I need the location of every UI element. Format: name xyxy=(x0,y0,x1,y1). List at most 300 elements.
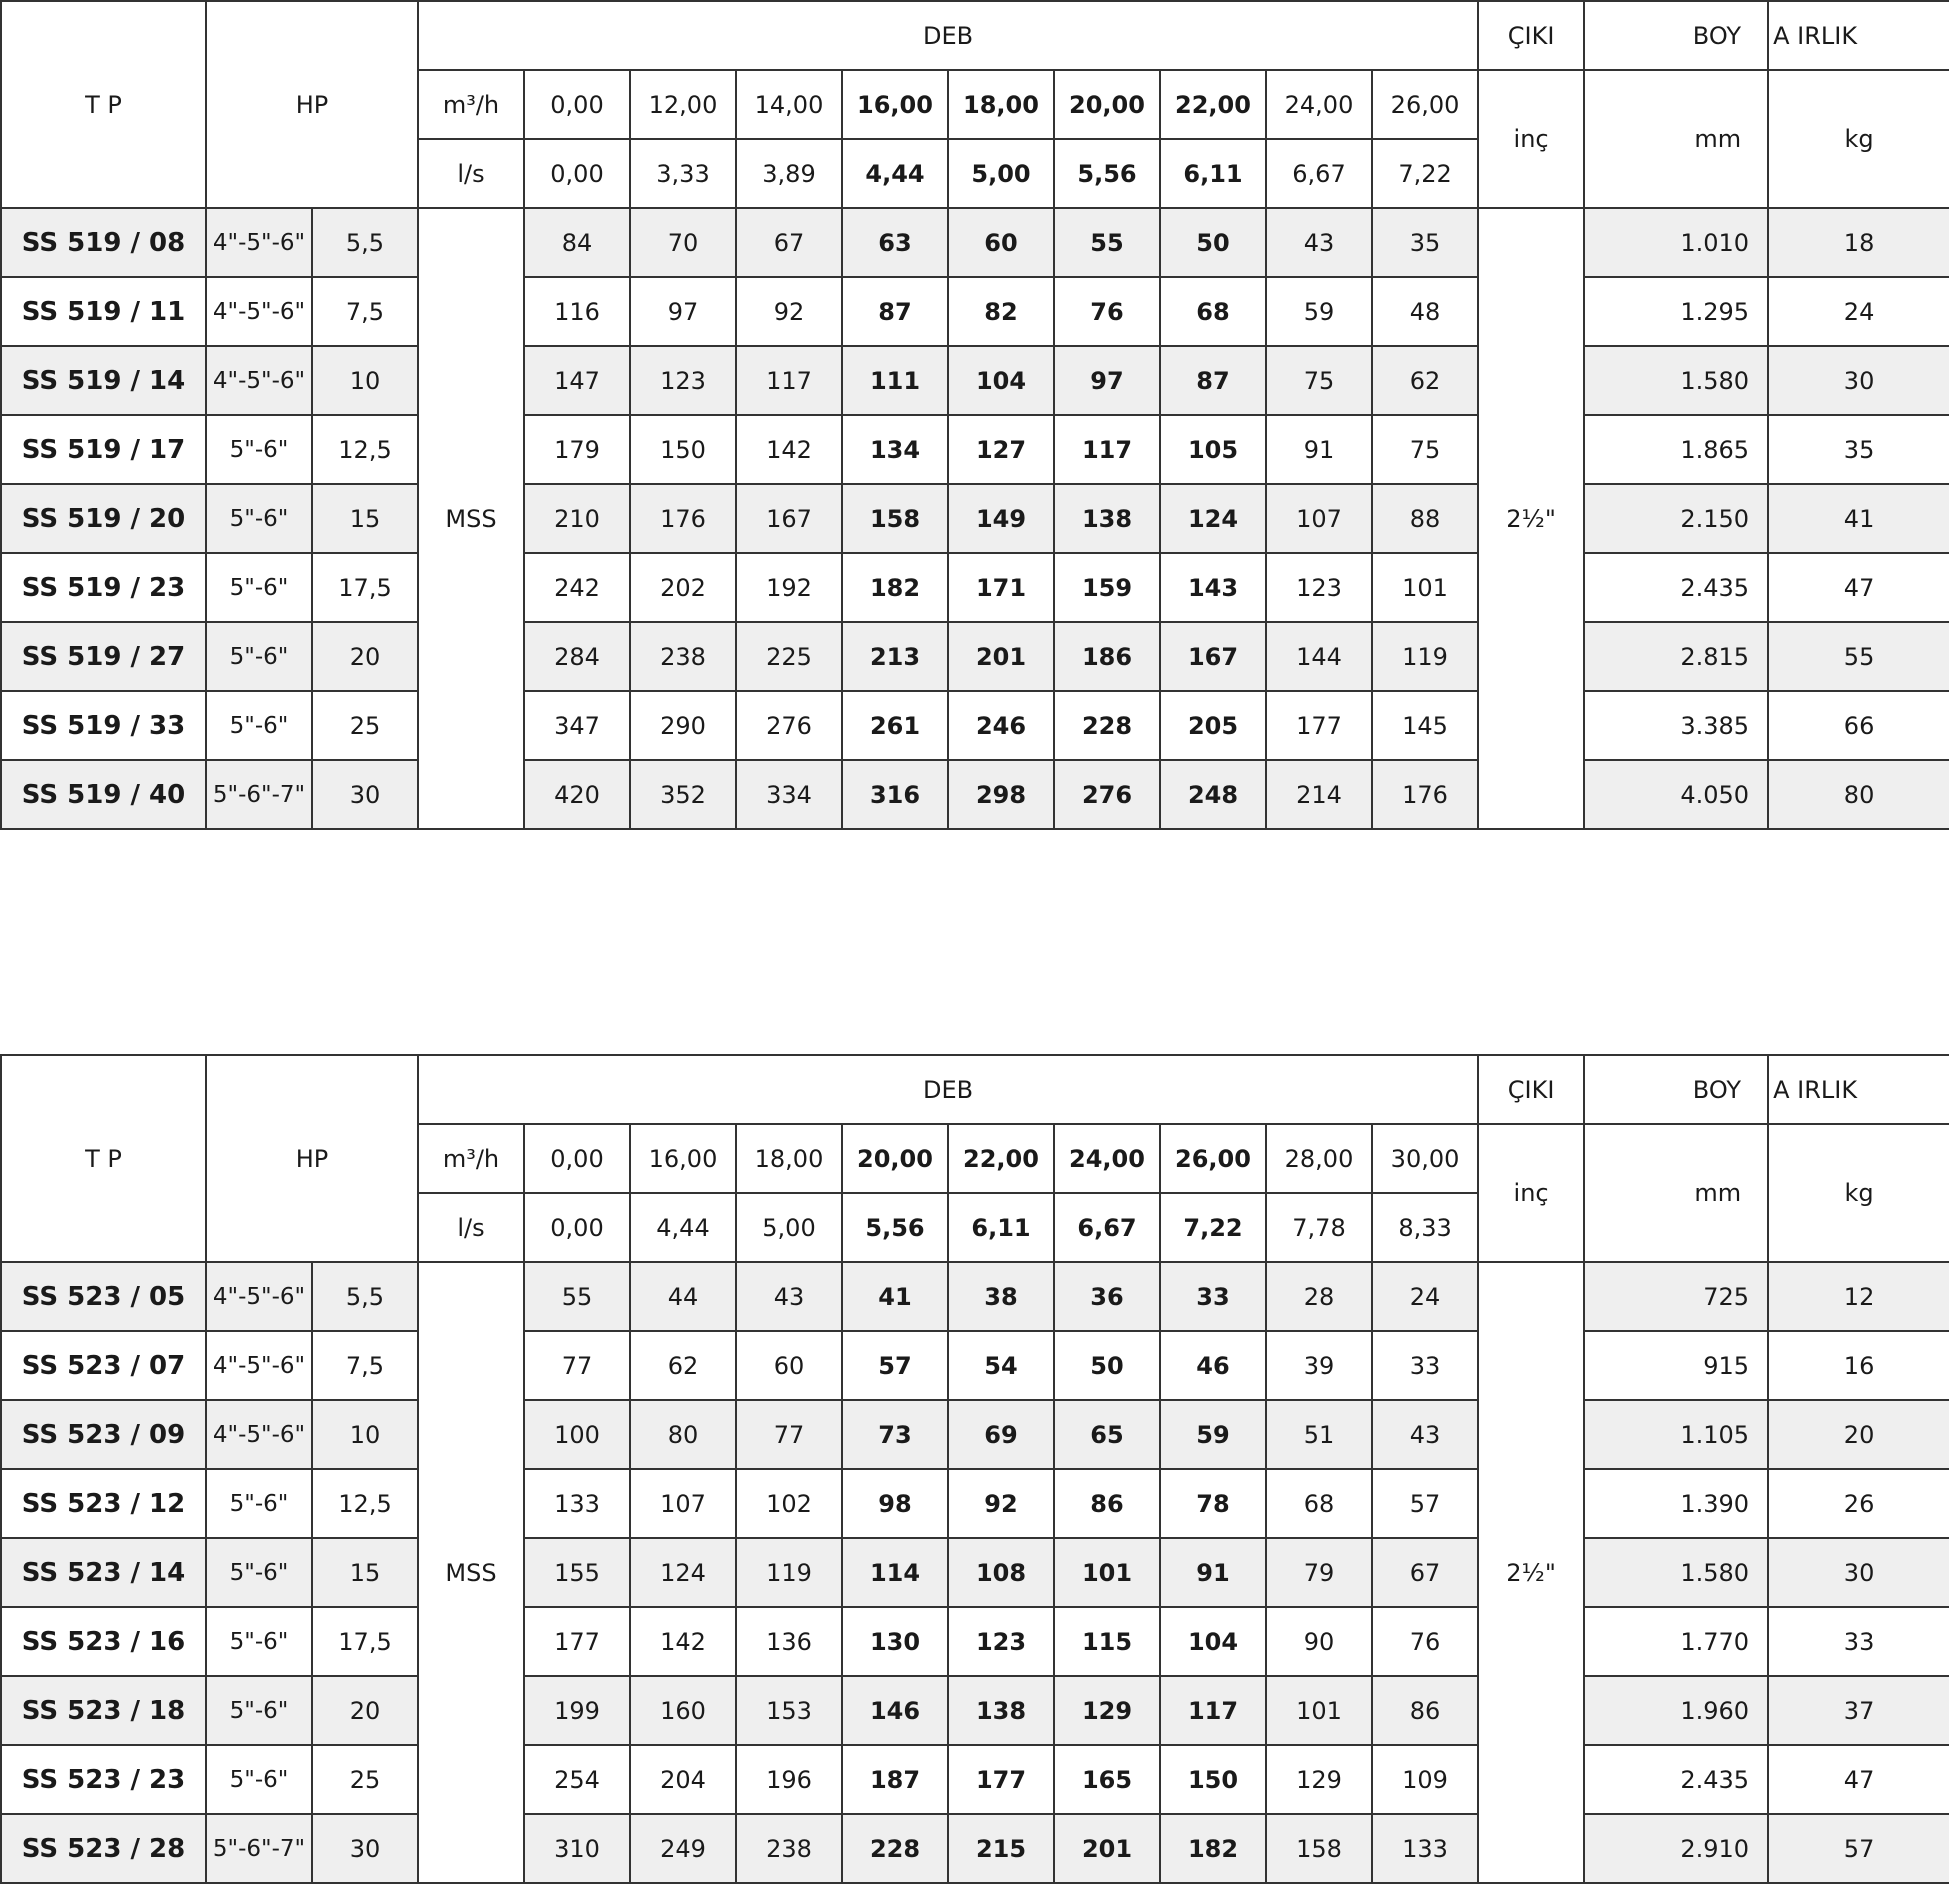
head-value: 284 xyxy=(524,622,630,691)
head-value: 76 xyxy=(1054,277,1160,346)
flow-ls-value: 0,00 xyxy=(524,139,630,208)
head-value: 67 xyxy=(736,208,842,277)
head-value: 101 xyxy=(1054,1538,1160,1607)
header-tip: T P xyxy=(1,1055,206,1262)
weight-value: 41 xyxy=(1768,484,1949,553)
table-row xyxy=(1,691,1949,760)
model-name: SS 519 / 27 xyxy=(1,622,206,691)
head-value: 65 xyxy=(1054,1400,1160,1469)
weight-value: 33 xyxy=(1768,1607,1949,1676)
header-debi: DEB xyxy=(418,1,1478,70)
performance-table-ss519 xyxy=(0,0,1949,830)
head-value: 82 xyxy=(948,277,1054,346)
table-row xyxy=(1,1469,1949,1538)
head-value: 261 xyxy=(842,691,948,760)
hp-value: 25 xyxy=(312,691,418,760)
head-value: 176 xyxy=(1372,760,1478,829)
head-value: 92 xyxy=(948,1469,1054,1538)
head-value: 73 xyxy=(842,1400,948,1469)
flow-ls-value: 3,33 xyxy=(630,139,736,208)
model-name: SS 523 / 23 xyxy=(1,1745,206,1814)
head-value: 101 xyxy=(1266,1676,1372,1745)
well-diameter: 5"-6" xyxy=(206,1607,312,1676)
flow-ls-value: 7,22 xyxy=(1160,1193,1266,1262)
head-value: 155 xyxy=(524,1538,630,1607)
model-name: SS 519 / 33 xyxy=(1,691,206,760)
well-diameter: 4"-5"-6" xyxy=(206,1331,312,1400)
flow-unit-m3h: m³/h xyxy=(418,70,524,139)
head-value: 115 xyxy=(1054,1607,1160,1676)
length-value: 1.580 xyxy=(1584,1538,1768,1607)
hp-value: 5,5 xyxy=(312,1262,418,1331)
model-name: SS 523 / 16 xyxy=(1,1607,206,1676)
head-value: 54 xyxy=(948,1331,1054,1400)
header-debi: DEB xyxy=(418,1055,1478,1124)
head-value: 117 xyxy=(736,346,842,415)
head-value: 62 xyxy=(630,1331,736,1400)
agirlik-unit: kg xyxy=(1768,70,1949,208)
head-value: 167 xyxy=(736,484,842,553)
flow-m3h-value: 20,00 xyxy=(1054,70,1160,139)
head-value: 60 xyxy=(948,208,1054,277)
flow-m3h-value: 16,00 xyxy=(842,70,948,139)
length-value: 1.960 xyxy=(1584,1676,1768,1745)
head-value: 127 xyxy=(948,415,1054,484)
weight-value: 30 xyxy=(1768,1538,1949,1607)
head-value: 111 xyxy=(842,346,948,415)
table-row xyxy=(1,1538,1949,1607)
header-boy: BOY xyxy=(1584,1,1768,70)
head-value: 167 xyxy=(1160,622,1266,691)
header-cikis: ÇIKI xyxy=(1478,1,1584,70)
head-value: 150 xyxy=(1160,1745,1266,1814)
head-value: 117 xyxy=(1160,1676,1266,1745)
length-value: 2.910 xyxy=(1584,1814,1768,1883)
head-value: 124 xyxy=(630,1538,736,1607)
head-value: 150 xyxy=(630,415,736,484)
head-value: 75 xyxy=(1372,415,1478,484)
header-agirlik: A IRLIK xyxy=(1768,1,1949,70)
hp-value: 30 xyxy=(312,1814,418,1883)
model-name: SS 519 / 17 xyxy=(1,415,206,484)
cikis-unit: inç xyxy=(1478,70,1584,208)
head-value: 104 xyxy=(1160,1607,1266,1676)
head-value: 290 xyxy=(630,691,736,760)
head-value: 43 xyxy=(736,1262,842,1331)
hp-value: 20 xyxy=(312,1676,418,1745)
head-value: 59 xyxy=(1266,277,1372,346)
model-name: SS 523 / 14 xyxy=(1,1538,206,1607)
table-row xyxy=(1,277,1949,346)
head-value: 249 xyxy=(630,1814,736,1883)
head-value: 130 xyxy=(842,1607,948,1676)
head-value: 179 xyxy=(524,415,630,484)
head-value: 129 xyxy=(1054,1676,1160,1745)
length-value: 1.865 xyxy=(1584,415,1768,484)
flow-ls-value: 5,56 xyxy=(842,1193,948,1262)
well-diameter: 5"-6" xyxy=(206,415,312,484)
mss-label: MSS xyxy=(418,208,524,829)
head-value: 420 xyxy=(524,760,630,829)
weight-value: 37 xyxy=(1768,1676,1949,1745)
head-value: 201 xyxy=(948,622,1054,691)
length-value: 725 xyxy=(1584,1262,1768,1331)
head-value: 149 xyxy=(948,484,1054,553)
head-value: 102 xyxy=(736,1469,842,1538)
weight-value: 20 xyxy=(1768,1400,1949,1469)
hp-value: 17,5 xyxy=(312,553,418,622)
head-value: 142 xyxy=(630,1607,736,1676)
head-value: 86 xyxy=(1372,1676,1478,1745)
header-hp: HP xyxy=(206,1,418,208)
head-value: 142 xyxy=(736,415,842,484)
table-row xyxy=(1,484,1949,553)
head-value: 165 xyxy=(1054,1745,1160,1814)
well-diameter: 5"-6" xyxy=(206,1469,312,1538)
header-row-1 xyxy=(1,1,1949,70)
flow-ls-value: 5,56 xyxy=(1054,139,1160,208)
flow-ls-value: 0,00 xyxy=(524,1193,630,1262)
head-value: 298 xyxy=(948,760,1054,829)
head-value: 143 xyxy=(1160,553,1266,622)
head-value: 59 xyxy=(1160,1400,1266,1469)
well-diameter: 5"-6" xyxy=(206,1676,312,1745)
performance-table-ss523 xyxy=(0,1054,1949,1884)
head-value: 158 xyxy=(842,484,948,553)
well-diameter: 4"-5"-6" xyxy=(206,346,312,415)
head-value: 92 xyxy=(736,277,842,346)
head-value: 187 xyxy=(842,1745,948,1814)
head-value: 177 xyxy=(1266,691,1372,760)
head-value: 57 xyxy=(842,1331,948,1400)
header-row-1 xyxy=(1,1055,1949,1124)
well-diameter: 4"-5"-6" xyxy=(206,1262,312,1331)
head-value: 39 xyxy=(1266,1331,1372,1400)
weight-value: 12 xyxy=(1768,1262,1949,1331)
model-name: SS 519 / 11 xyxy=(1,277,206,346)
flow-m3h-value: 26,00 xyxy=(1372,70,1478,139)
model-name: SS 519 / 23 xyxy=(1,553,206,622)
weight-value: 47 xyxy=(1768,1745,1949,1814)
head-value: 77 xyxy=(736,1400,842,1469)
hp-value: 10 xyxy=(312,1400,418,1469)
head-value: 210 xyxy=(524,484,630,553)
well-diameter: 5"-6"-7" xyxy=(206,760,312,829)
weight-value: 18 xyxy=(1768,208,1949,277)
table-row xyxy=(1,1331,1949,1400)
head-value: 199 xyxy=(524,1676,630,1745)
header-agirlik: A IRLIK xyxy=(1768,1055,1949,1124)
well-diameter: 5"-6" xyxy=(206,622,312,691)
head-value: 87 xyxy=(842,277,948,346)
head-value: 80 xyxy=(630,1400,736,1469)
head-value: 75 xyxy=(1266,346,1372,415)
flow-ls-value: 6,11 xyxy=(948,1193,1054,1262)
head-value: 33 xyxy=(1372,1331,1478,1400)
head-value: 98 xyxy=(842,1469,948,1538)
flow-m3h-value: 30,00 xyxy=(1372,1124,1478,1193)
model-name: SS 519 / 08 xyxy=(1,208,206,277)
hp-value: 12,5 xyxy=(312,415,418,484)
well-diameter: 4"-5"-6" xyxy=(206,208,312,277)
head-value: 310 xyxy=(524,1814,630,1883)
head-value: 43 xyxy=(1266,208,1372,277)
well-diameter: 5"-6" xyxy=(206,484,312,553)
flow-m3h-value: 16,00 xyxy=(630,1124,736,1193)
head-value: 87 xyxy=(1160,346,1266,415)
flow-ls-value: 6,67 xyxy=(1266,139,1372,208)
flow-m3h-value: 18,00 xyxy=(948,70,1054,139)
head-value: 114 xyxy=(842,1538,948,1607)
head-value: 119 xyxy=(736,1538,842,1607)
weight-value: 80 xyxy=(1768,760,1949,829)
length-value: 1.295 xyxy=(1584,277,1768,346)
flow-unit-ls: l/s xyxy=(418,139,524,208)
weight-value: 57 xyxy=(1768,1814,1949,1883)
well-diameter: 5"-6" xyxy=(206,1538,312,1607)
flow-ls-value: 5,00 xyxy=(736,1193,842,1262)
length-value: 3.385 xyxy=(1584,691,1768,760)
head-value: 138 xyxy=(1054,484,1160,553)
head-value: 100 xyxy=(524,1400,630,1469)
flow-ls-value: 5,00 xyxy=(948,139,1054,208)
flow-unit-ls: l/s xyxy=(418,1193,524,1262)
head-value: 276 xyxy=(736,691,842,760)
head-value: 38 xyxy=(948,1262,1054,1331)
head-value: 196 xyxy=(736,1745,842,1814)
head-value: 36 xyxy=(1054,1262,1160,1331)
head-value: 160 xyxy=(630,1676,736,1745)
head-value: 228 xyxy=(842,1814,948,1883)
head-value: 177 xyxy=(948,1745,1054,1814)
head-value: 46 xyxy=(1160,1331,1266,1400)
head-value: 104 xyxy=(948,346,1054,415)
head-value: 276 xyxy=(1054,760,1160,829)
head-value: 55 xyxy=(524,1262,630,1331)
head-value: 24 xyxy=(1372,1262,1478,1331)
head-value: 84 xyxy=(524,208,630,277)
model-name: SS 523 / 09 xyxy=(1,1400,206,1469)
head-value: 55 xyxy=(1054,208,1160,277)
table-row xyxy=(1,622,1949,691)
table-row xyxy=(1,1745,1949,1814)
well-diameter: 5"-6" xyxy=(206,1745,312,1814)
head-value: 176 xyxy=(630,484,736,553)
table-row xyxy=(1,208,1949,277)
hp-value: 15 xyxy=(312,1538,418,1607)
head-value: 79 xyxy=(1266,1538,1372,1607)
header-boy: BOY xyxy=(1584,1055,1768,1124)
table-row xyxy=(1,1814,1949,1883)
well-diameter: 5"-6" xyxy=(206,553,312,622)
head-value: 123 xyxy=(1266,553,1372,622)
head-value: 133 xyxy=(1372,1814,1478,1883)
flow-ls-value: 4,44 xyxy=(630,1193,736,1262)
head-value: 116 xyxy=(524,277,630,346)
head-value: 158 xyxy=(1266,1814,1372,1883)
table-row xyxy=(1,1607,1949,1676)
head-value: 242 xyxy=(524,553,630,622)
flow-m3h-value: 28,00 xyxy=(1266,1124,1372,1193)
head-value: 91 xyxy=(1160,1538,1266,1607)
head-value: 316 xyxy=(842,760,948,829)
head-value: 136 xyxy=(736,1607,842,1676)
flow-ls-value: 3,89 xyxy=(736,139,842,208)
head-value: 129 xyxy=(1266,1745,1372,1814)
head-value: 254 xyxy=(524,1745,630,1814)
cikis-unit: inç xyxy=(1478,1124,1584,1262)
weight-value: 35 xyxy=(1768,415,1949,484)
boy-unit: mm xyxy=(1584,70,1768,208)
head-value: 238 xyxy=(736,1814,842,1883)
head-value: 182 xyxy=(1160,1814,1266,1883)
length-value: 2.150 xyxy=(1584,484,1768,553)
head-value: 145 xyxy=(1372,691,1478,760)
head-value: 63 xyxy=(842,208,948,277)
length-value: 915 xyxy=(1584,1331,1768,1400)
head-value: 41 xyxy=(842,1262,948,1331)
head-value: 124 xyxy=(1160,484,1266,553)
weight-value: 55 xyxy=(1768,622,1949,691)
head-value: 57 xyxy=(1372,1469,1478,1538)
weight-value: 26 xyxy=(1768,1469,1949,1538)
weight-value: 66 xyxy=(1768,691,1949,760)
head-value: 123 xyxy=(948,1607,1054,1676)
model-name: SS 523 / 07 xyxy=(1,1331,206,1400)
head-value: 107 xyxy=(1266,484,1372,553)
model-name: SS 523 / 12 xyxy=(1,1469,206,1538)
hp-value: 15 xyxy=(312,484,418,553)
head-value: 68 xyxy=(1160,277,1266,346)
table-row xyxy=(1,1400,1949,1469)
head-value: 248 xyxy=(1160,760,1266,829)
weight-value: 47 xyxy=(1768,553,1949,622)
flow-ls-value: 4,44 xyxy=(842,139,948,208)
head-value: 201 xyxy=(1054,1814,1160,1883)
table-row xyxy=(1,346,1949,415)
flow-unit-m3h: m³/h xyxy=(418,1124,524,1193)
hp-value: 30 xyxy=(312,760,418,829)
head-value: 90 xyxy=(1266,1607,1372,1676)
outlet-size: 2½" xyxy=(1478,1262,1584,1883)
flow-m3h-value: 22,00 xyxy=(1160,70,1266,139)
head-value: 88 xyxy=(1372,484,1478,553)
hp-value: 7,5 xyxy=(312,1331,418,1400)
head-value: 69 xyxy=(948,1400,1054,1469)
head-value: 62 xyxy=(1372,346,1478,415)
model-name: SS 523 / 05 xyxy=(1,1262,206,1331)
head-value: 171 xyxy=(948,553,1054,622)
hp-value: 25 xyxy=(312,1745,418,1814)
head-value: 204 xyxy=(630,1745,736,1814)
well-diameter: 4"-5"-6" xyxy=(206,277,312,346)
flow-ls-value: 6,67 xyxy=(1054,1193,1160,1262)
outlet-size: 2½" xyxy=(1478,208,1584,829)
head-value: 105 xyxy=(1160,415,1266,484)
head-value: 109 xyxy=(1372,1745,1478,1814)
head-value: 146 xyxy=(842,1676,948,1745)
model-name: SS 519 / 20 xyxy=(1,484,206,553)
well-diameter: 4"-5"-6" xyxy=(206,1400,312,1469)
hp-value: 12,5 xyxy=(312,1469,418,1538)
flow-m3h-value: 12,00 xyxy=(630,70,736,139)
head-value: 107 xyxy=(630,1469,736,1538)
head-value: 133 xyxy=(524,1469,630,1538)
head-value: 50 xyxy=(1160,208,1266,277)
head-value: 44 xyxy=(630,1262,736,1331)
flow-m3h-value: 0,00 xyxy=(524,1124,630,1193)
table-row xyxy=(1,760,1949,829)
model-name: SS 523 / 28 xyxy=(1,1814,206,1883)
head-value: 97 xyxy=(1054,346,1160,415)
head-value: 186 xyxy=(1054,622,1160,691)
flow-m3h-value: 14,00 xyxy=(736,70,842,139)
head-value: 213 xyxy=(842,622,948,691)
length-value: 1.010 xyxy=(1584,208,1768,277)
header-tip: T P xyxy=(1,1,206,208)
model-name: SS 523 / 18 xyxy=(1,1676,206,1745)
length-value: 1.580 xyxy=(1584,346,1768,415)
head-value: 77 xyxy=(524,1331,630,1400)
head-value: 205 xyxy=(1160,691,1266,760)
flow-ls-value: 7,22 xyxy=(1372,139,1478,208)
table-row xyxy=(1,1262,1949,1331)
length-value: 1.105 xyxy=(1584,1400,1768,1469)
weight-value: 30 xyxy=(1768,346,1949,415)
head-value: 76 xyxy=(1372,1607,1478,1676)
length-value: 1.770 xyxy=(1584,1607,1768,1676)
head-value: 117 xyxy=(1054,415,1160,484)
length-value: 2.435 xyxy=(1584,1745,1768,1814)
head-value: 192 xyxy=(736,553,842,622)
head-value: 97 xyxy=(630,277,736,346)
table-row xyxy=(1,553,1949,622)
length-value: 2.815 xyxy=(1584,622,1768,691)
length-value: 4.050 xyxy=(1584,760,1768,829)
head-value: 159 xyxy=(1054,553,1160,622)
hp-value: 5,5 xyxy=(312,208,418,277)
head-value: 48 xyxy=(1372,277,1478,346)
header-hp: HP xyxy=(206,1055,418,1262)
mss-label: MSS xyxy=(418,1262,524,1883)
hp-value: 17,5 xyxy=(312,1607,418,1676)
well-diameter: 5"-6"-7" xyxy=(206,1814,312,1883)
flow-m3h-value: 0,00 xyxy=(524,70,630,139)
flow-m3h-value: 18,00 xyxy=(736,1124,842,1193)
head-value: 134 xyxy=(842,415,948,484)
flow-m3h-value: 24,00 xyxy=(1266,70,1372,139)
hp-value: 10 xyxy=(312,346,418,415)
head-value: 43 xyxy=(1372,1400,1478,1469)
head-value: 352 xyxy=(630,760,736,829)
head-value: 78 xyxy=(1160,1469,1266,1538)
head-value: 123 xyxy=(630,346,736,415)
length-value: 1.390 xyxy=(1584,1469,1768,1538)
head-value: 50 xyxy=(1054,1331,1160,1400)
head-value: 67 xyxy=(1372,1538,1478,1607)
head-value: 238 xyxy=(630,622,736,691)
model-name: SS 519 / 40 xyxy=(1,760,206,829)
agirlik-unit: kg xyxy=(1768,1124,1949,1262)
weight-value: 24 xyxy=(1768,277,1949,346)
flow-m3h-value: 22,00 xyxy=(948,1124,1054,1193)
head-value: 215 xyxy=(948,1814,1054,1883)
head-value: 177 xyxy=(524,1607,630,1676)
head-value: 228 xyxy=(1054,691,1160,760)
head-value: 144 xyxy=(1266,622,1372,691)
head-value: 147 xyxy=(524,346,630,415)
head-value: 153 xyxy=(736,1676,842,1745)
